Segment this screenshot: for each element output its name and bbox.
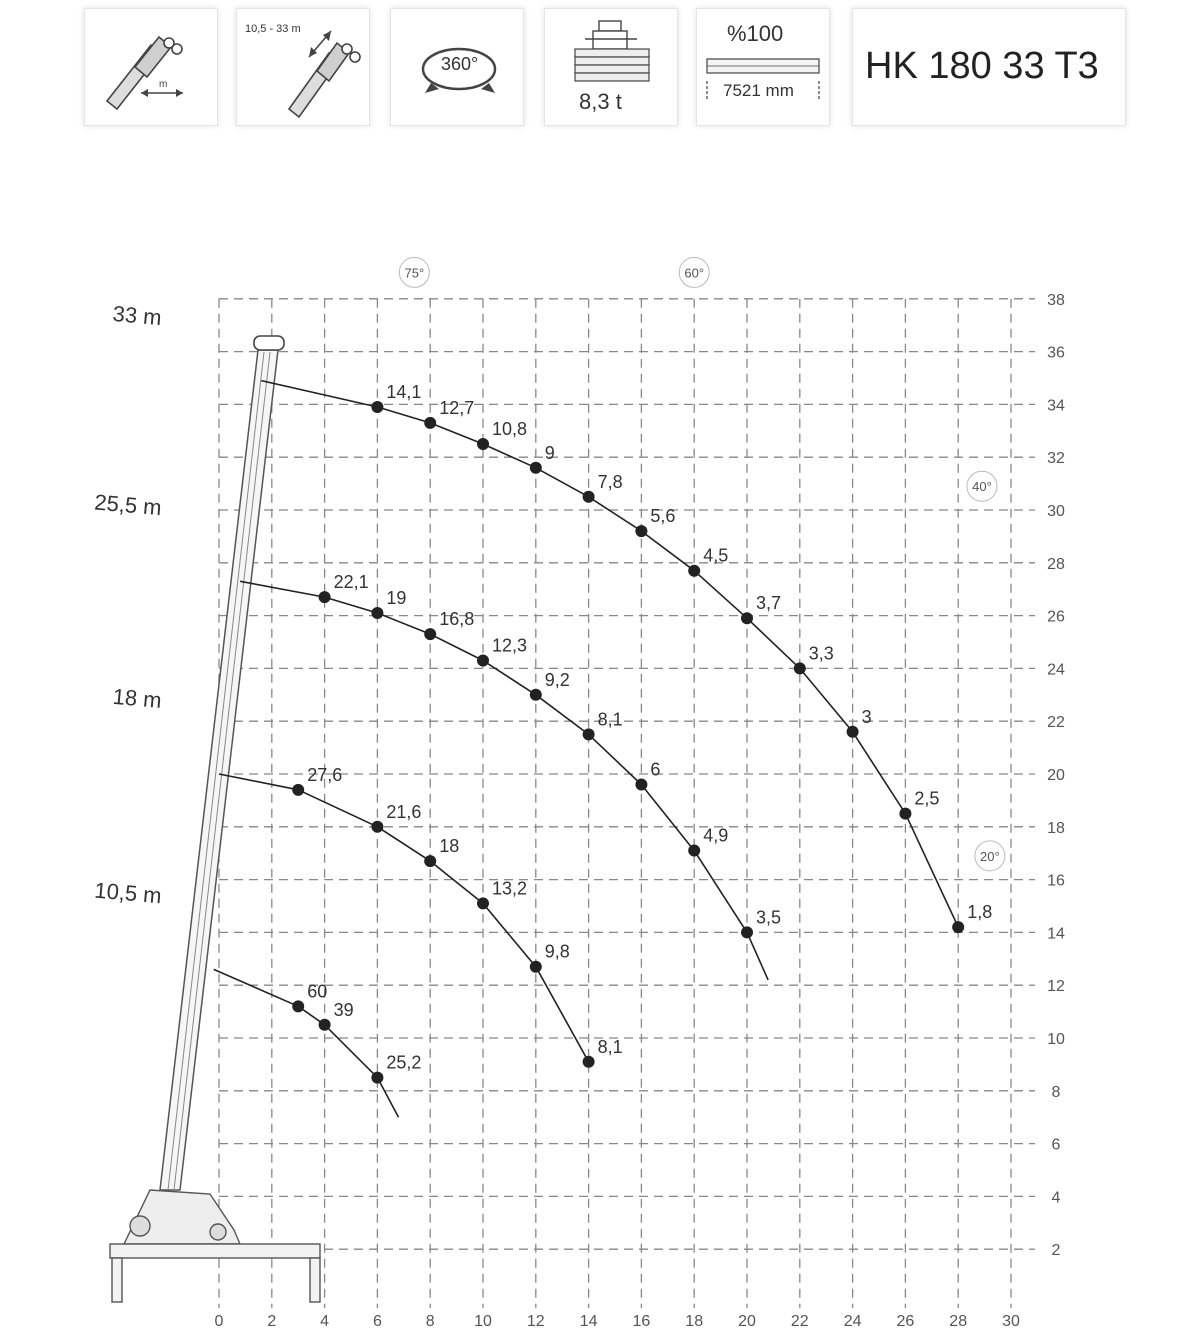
y-tick-label: 38: [1047, 291, 1065, 309]
x-tick-label: 28: [949, 1313, 968, 1330]
y-tick-label: 32: [1047, 450, 1065, 468]
y-tick-label: 16: [1047, 872, 1065, 890]
y-tick-label: 2: [1051, 1242, 1061, 1260]
load-point: [477, 438, 489, 450]
angle-text: 75°: [404, 265, 425, 281]
load-point: [371, 821, 383, 833]
load-value-label: 7,8: [597, 471, 623, 492]
load-point: [530, 462, 542, 474]
angle-label: [679, 257, 709, 287]
load-point: [319, 591, 331, 603]
x-tick-label: 24: [843, 1313, 862, 1330]
x-tick-label: 6: [372, 1313, 382, 1330]
boom-range-label: 10,5 - 33 m: [245, 23, 301, 35]
counterweight-label: 8,3 t: [579, 89, 622, 114]
load-value-label: 9,8: [544, 941, 570, 962]
y-tick-label: 4: [1051, 1189, 1061, 1207]
y-tick-label: 20: [1047, 767, 1065, 784]
load-point: [530, 961, 542, 973]
load-point: [292, 784, 304, 796]
x-tick-label: 14: [579, 1313, 598, 1330]
boom-length-label: 18 m: [111, 683, 163, 713]
y-tick-label: 24: [1047, 661, 1065, 679]
load-point: [530, 689, 542, 701]
load-value-label: 22,1: [333, 572, 369, 593]
load-value-label: 8,1: [597, 1036, 623, 1057]
boom-head: [254, 336, 284, 350]
y-tick-label: 10: [1047, 1031, 1065, 1048]
load-point: [319, 1019, 331, 1031]
load-value-label: 8,1: [597, 709, 623, 730]
load-point: [477, 654, 489, 666]
angle-label: [399, 257, 429, 287]
load-value-label: 3,7: [756, 593, 782, 614]
x-tick-label: 8: [425, 1313, 435, 1330]
model-name: HK 180 33 T3: [865, 45, 1099, 87]
load-value-label: 9: [544, 442, 555, 463]
load-point: [741, 926, 753, 938]
angle-label: [975, 841, 1005, 871]
load-point: [952, 921, 964, 933]
load-value-label: 10,8: [492, 419, 528, 439]
y-tick-label: 18: [1047, 819, 1065, 837]
load-value-label: 1,8: [967, 902, 993, 923]
load-value-label: 6: [650, 759, 661, 780]
angle-text: 40°: [972, 479, 992, 495]
load-point: [371, 401, 383, 413]
extension-unit-label: m: [159, 79, 168, 90]
y-tick-label: 6: [1051, 1136, 1061, 1154]
load-value-label: 9,2: [544, 669, 570, 690]
load-value-label: 13,2: [492, 878, 528, 899]
x-tick-label: 16: [632, 1313, 651, 1330]
x-tick-label: 2: [267, 1313, 277, 1330]
load-value-label: 3,3: [808, 643, 834, 664]
x-tick-label: 4: [320, 1313, 330, 1330]
y-tick-label: 30: [1047, 503, 1065, 520]
x-tick-label: 20: [738, 1313, 756, 1330]
rotation-label: 360°: [441, 54, 479, 74]
x-tick-label: 26: [896, 1313, 915, 1330]
load-value-label: 5,6: [650, 506, 676, 527]
load-point: [477, 897, 489, 909]
x-tick-label: 0: [214, 1313, 224, 1330]
load-point: [741, 612, 753, 624]
load-point: [847, 726, 859, 738]
y-tick-label: 14: [1047, 925, 1065, 943]
load-curve: [214, 969, 399, 1117]
x-tick-label: 22: [790, 1313, 809, 1330]
load-value-label: 12,7: [439, 397, 475, 418]
load-point: [688, 845, 700, 857]
load-point: [899, 808, 911, 820]
x-tick-label: 18: [685, 1313, 704, 1330]
load-point: [371, 1072, 383, 1084]
load-value-label: 4,9: [703, 825, 729, 846]
load-value-label: 60: [307, 981, 328, 1002]
crane-drawing: [110, 336, 320, 1302]
load-value-label: 19: [386, 587, 407, 608]
load-point: [371, 607, 383, 619]
load-value-label: 2,5: [914, 788, 940, 809]
load-value-label: 14,1: [386, 382, 422, 403]
load-point: [583, 1056, 595, 1068]
load-value-label: 12,3: [492, 635, 528, 656]
load-point: [424, 628, 436, 640]
load-curve: [261, 381, 958, 928]
load-value-label: 27,6: [307, 764, 343, 785]
boom-length-label: 25,5 m: [93, 489, 163, 521]
load-value-label: 3,5: [756, 907, 782, 928]
load-point: [424, 855, 436, 867]
boom-length-label: 33 m: [111, 301, 163, 331]
angle-text: 20°: [980, 848, 1000, 864]
y-tick-label: 8: [1051, 1083, 1061, 1101]
load-value-label: 39: [333, 999, 354, 1020]
load-value-label: 18: [439, 836, 460, 857]
load-point: [424, 417, 436, 429]
y-tick-label: 28: [1047, 555, 1065, 573]
outrigger-width-label: 7521 mm: [723, 81, 794, 100]
y-tick-label: 26: [1047, 608, 1065, 626]
x-tick-label: 30: [1002, 1313, 1020, 1330]
y-tick-label: 36: [1047, 344, 1065, 362]
load-value-label: 25,2: [386, 1052, 422, 1073]
load-value-label: 21,6: [386, 801, 422, 822]
outrigger-percent-label: %100: [727, 21, 784, 46]
angle-label: [967, 471, 997, 501]
y-tick-label: 12: [1047, 978, 1065, 996]
load-point: [635, 779, 647, 791]
crane-chassis: [110, 1190, 320, 1302]
load-point: [583, 491, 595, 503]
load-value-label: 3: [861, 706, 872, 727]
y-tick-label: 22: [1047, 714, 1065, 732]
load-point: [583, 728, 595, 740]
y-tick-label: 34: [1047, 397, 1065, 415]
x-tick-label: 12: [526, 1313, 545, 1330]
boom-length-label: 10,5 m: [93, 877, 163, 909]
load-value-label: 16,8: [439, 609, 475, 630]
load-point: [688, 565, 700, 577]
x-tick-label: 10: [474, 1313, 492, 1330]
angle-text: 60°: [684, 265, 705, 281]
load-value-label: 4,5: [703, 545, 729, 566]
load-point: [794, 662, 806, 674]
load-point: [635, 525, 647, 537]
load-point: [292, 1000, 304, 1012]
